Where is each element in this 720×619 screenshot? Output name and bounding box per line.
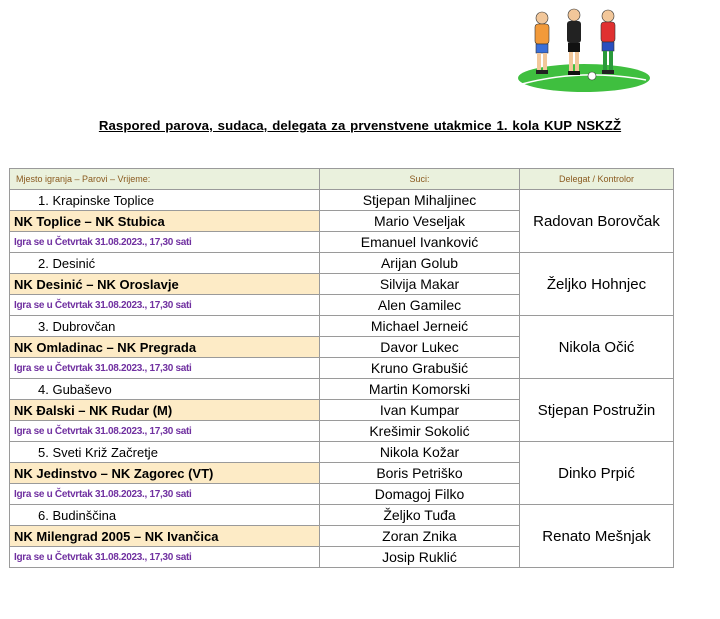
match-teams: NK Đalski – NK Rudar (M) <box>10 400 320 421</box>
referee-name: Silvija Makar <box>320 274 520 295</box>
table-header-row <box>10 169 674 190</box>
match-teams: NK Toplice – NK Stubica <box>10 211 320 232</box>
match-row-venue <box>10 190 674 211</box>
referee-name: Stjepan Mihaljinec <box>320 190 520 211</box>
delegate-name: Željko Hohnjec <box>520 253 674 316</box>
referee-name: Emanuel Ivanković <box>320 232 520 253</box>
match-venue: 4. Gubaševo <box>10 379 320 400</box>
referee-name: Zoran Znika <box>320 526 520 547</box>
match-time: Igra se u Četvrtak 31.08.2023., 17,30 sati <box>10 295 320 316</box>
match-teams: NK Milengrad 2005 – NK Ivančica <box>10 526 320 547</box>
header-venue-pairs-time: Mjesto igranja – Parovi – Vrijeme: <box>10 169 320 190</box>
delegate-name: Stjepan Postružin <box>520 379 674 442</box>
header-referees: Suci: <box>320 169 520 190</box>
match-venue: 3. Dubrovčan <box>10 316 320 337</box>
delegate-name: Renato Mešnjak <box>520 505 674 568</box>
referee-name: Boris Petriško <box>320 463 520 484</box>
match-time: Igra se u Četvrtak 31.08.2023., 17,30 sati <box>10 358 320 379</box>
match-venue: 6. Budinščina <box>10 505 320 526</box>
match-row-venue <box>10 316 674 337</box>
match-row-venue <box>10 253 674 274</box>
match-venue: 5. Sveti Križ Začretje <box>10 442 320 463</box>
referee-name: Martin Komorski <box>320 379 520 400</box>
delegate-name: Dinko Prpić <box>520 442 674 505</box>
referee-name: Željko Tuđa <box>320 505 520 526</box>
match-row-venue <box>10 442 674 463</box>
match-row-venue <box>10 379 674 400</box>
match-row-venue <box>10 505 674 526</box>
match-time: Igra se u Četvrtak 31.08.2023., 17,30 sati <box>10 421 320 442</box>
referee-name: Ivan Kumpar <box>320 400 520 421</box>
document-title: Raspored parova, sudaca, delegata za prvenstvene utakmice 1. kola KUP NSKZŽ <box>98 118 622 133</box>
schedule-table <box>9 168 674 568</box>
referee-name: Kruno Grabušić <box>320 358 520 379</box>
header-delegate: Delegat / Kontrolor <box>520 169 674 190</box>
match-time: Igra se u Četvrtak 31.08.2023., 17,30 sati <box>10 547 320 568</box>
referee-name: Krešimir Sokolić <box>320 421 520 442</box>
referee-name: Josip Ruklić <box>320 547 520 568</box>
match-venue: 1. Krapinske Toplice <box>10 190 320 211</box>
football-players-illustration <box>512 0 652 96</box>
match-venue: 2. Desinić <box>10 253 320 274</box>
referee-name: Alen Gamilec <box>320 295 520 316</box>
delegate-name: Nikola Očić <box>520 316 674 379</box>
match-teams: NK Omladinac – NK Pregrada <box>10 337 320 358</box>
match-teams: NK Jedinstvo – NK Zagorec (VT) <box>10 463 320 484</box>
match-time: Igra se u Četvrtak 31.08.2023., 17,30 sati <box>10 484 320 505</box>
referee-name: Mario Veseljak <box>320 211 520 232</box>
referee-name: Davor Lukec <box>320 337 520 358</box>
referee-name: Arijan Golub <box>320 253 520 274</box>
match-teams: NK Desinić – NK Oroslavje <box>10 274 320 295</box>
match-time: Igra se u Četvrtak 31.08.2023., 17,30 sati <box>10 232 320 253</box>
delegate-name: Radovan Borovčak <box>520 190 674 253</box>
referee-name: Michael Jerneić <box>320 316 520 337</box>
referee-name: Nikola Kožar <box>320 442 520 463</box>
referee-name: Domagoj Filko <box>320 484 520 505</box>
